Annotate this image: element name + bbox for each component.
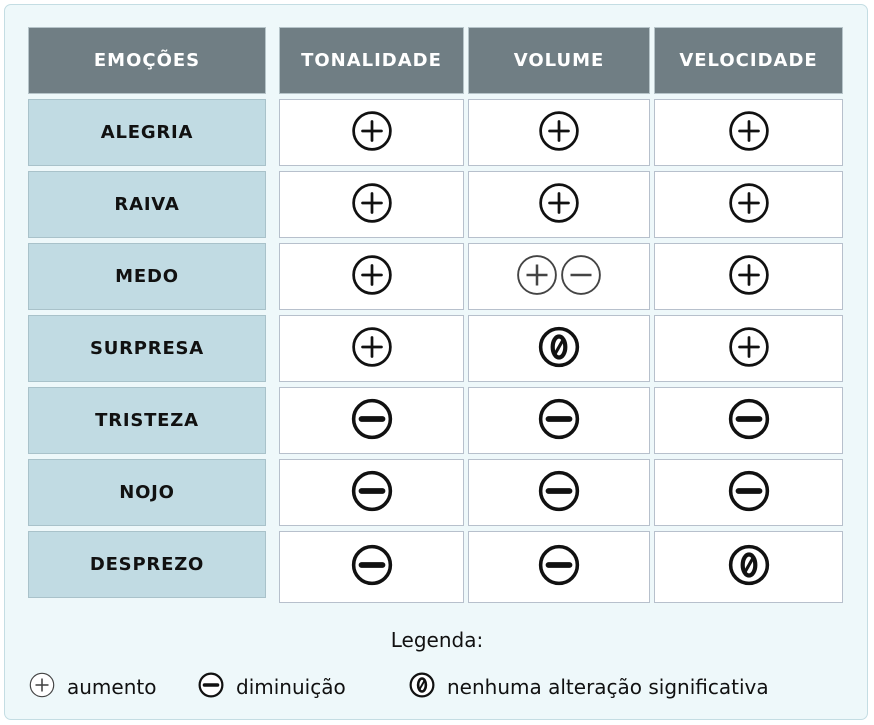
header-label: VOLUME [513, 50, 605, 71]
legend-label-no-change: nenhuma alteração significativa [447, 675, 769, 699]
plus-circle-icon [538, 182, 580, 228]
tonality-cell [279, 99, 464, 166]
minus-circle-icon [728, 398, 770, 444]
emotion-label: ALEGRIA [100, 122, 194, 143]
tonality-cell [279, 387, 464, 454]
volume-cell [468, 315, 650, 382]
tonality-cell [279, 171, 464, 238]
header-label: VELOCIDADE [679, 50, 818, 71]
legend-title: Legenda: [390, 628, 484, 652]
emotion-label: DESPREZO [89, 554, 205, 575]
emotion-cell [28, 531, 266, 598]
plus-circle-icon [516, 254, 558, 300]
plus-circle-icon [351, 182, 393, 228]
plus-circle-icon [351, 254, 393, 300]
minus-circle-icon [728, 470, 770, 516]
velocity-cell [654, 531, 843, 603]
minus-circle-icon [351, 544, 393, 590]
plus-circle-icon [728, 326, 770, 372]
plus-circle-icon [351, 326, 393, 372]
emotion-cell [28, 387, 266, 454]
zero-circle-icon [728, 544, 770, 590]
header-emotions [28, 27, 266, 94]
zero-circle-icon [538, 326, 580, 372]
emotion-label: MEDO [115, 266, 179, 287]
legend-label-decrease: diminuição [236, 675, 346, 699]
plus-circle-icon [728, 254, 770, 300]
plus-circle-icon [728, 182, 770, 228]
legend [0, 673, 874, 701]
tonality-cell [279, 315, 464, 382]
header-label: TONALIDADE [301, 50, 442, 71]
emotion-label: SURPRESA [89, 338, 205, 359]
emotion-cell [28, 171, 266, 238]
legend-item-no-change [408, 673, 769, 701]
plus-circle-icon [538, 110, 580, 156]
velocity-cell [654, 99, 843, 166]
minus-circle-icon [538, 398, 580, 444]
velocity-cell [654, 243, 843, 310]
volume-cell [468, 171, 650, 238]
header-velocity [654, 27, 843, 94]
velocity-cell [654, 459, 843, 526]
emotion-cell [28, 99, 266, 166]
header-tonality [279, 27, 464, 94]
header-volume [468, 27, 650, 94]
volume-cell [468, 531, 650, 603]
plus-circle-icon [728, 110, 770, 156]
volume-cell [468, 243, 650, 310]
minus-circle-icon [538, 470, 580, 516]
zero-circle-icon [409, 672, 435, 703]
velocity-cell [654, 315, 843, 382]
minus-circle-icon [538, 544, 580, 590]
velocity-cell [654, 171, 843, 238]
volume-cell [468, 99, 650, 166]
minus-circle-icon [351, 398, 393, 444]
legend-item-increase [28, 673, 156, 701]
emotion-label: NOJO [119, 482, 175, 503]
minus-circle-icon [198, 672, 224, 703]
velocity-cell [654, 387, 843, 454]
emotion-cell [28, 315, 266, 382]
tonality-cell [279, 243, 464, 310]
emotion-label: RAIVA [114, 194, 180, 215]
minus-circle-icon [351, 470, 393, 516]
emotion-cell [28, 459, 266, 526]
emotion-label: TRISTEZA [95, 410, 199, 431]
legend-item-decrease [197, 673, 346, 701]
header-label: EMOÇÕES [93, 50, 201, 71]
volume-cell [468, 459, 650, 526]
emotion-cell [28, 243, 266, 310]
tonality-cell [279, 531, 464, 603]
minus-circle-icon [560, 254, 602, 300]
volume-cell [468, 387, 650, 454]
tonality-cell [279, 459, 464, 526]
plus-circle-icon [351, 110, 393, 156]
plus-circle-icon [29, 672, 55, 703]
legend-label-increase: aumento [67, 675, 157, 699]
